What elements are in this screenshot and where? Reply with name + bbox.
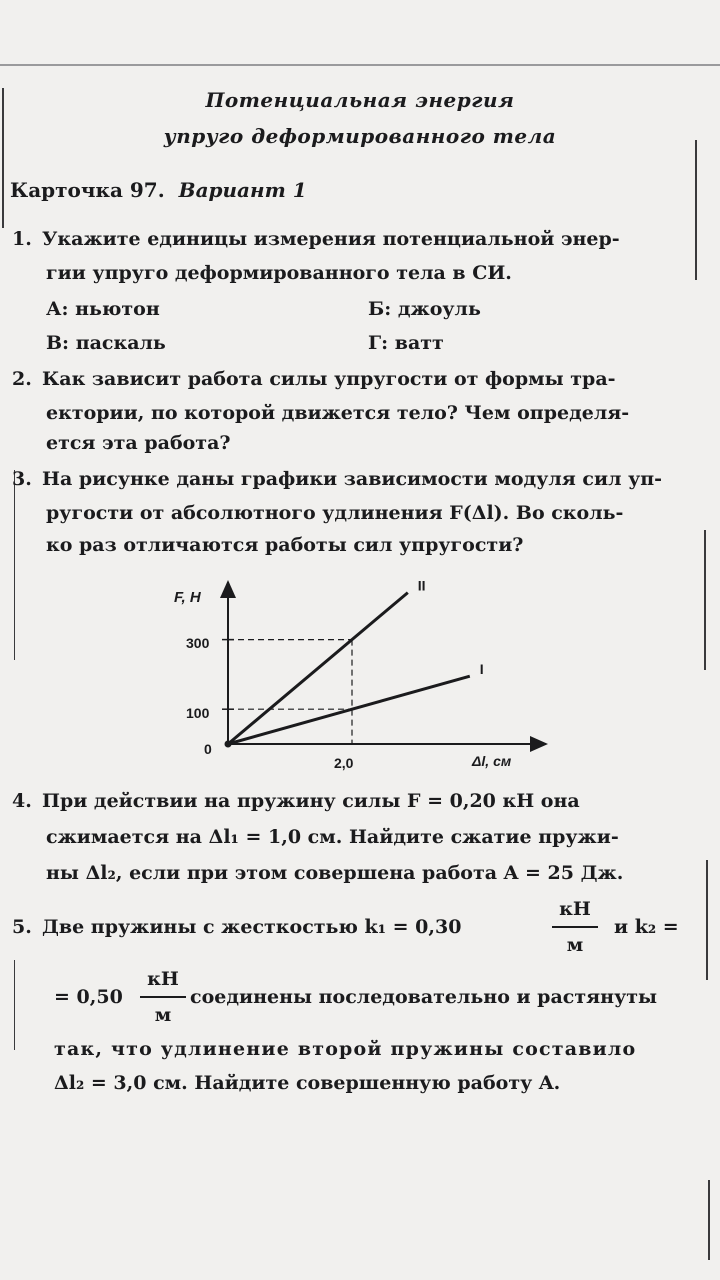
q5-line3: так, что удлинение второй пружины составило	[54, 1038, 637, 1060]
q3-number: 3.	[12, 468, 32, 490]
title-line-1: Потенциальная энергия	[205, 88, 515, 112]
q1-text-1: Укажите единицы измерения потенциальной энер-	[42, 228, 620, 250]
q1-line1	[12, 228, 620, 250]
card-variant: Вариант 1	[178, 178, 307, 202]
series-label-I: I	[479, 661, 484, 678]
q3-line2: ругости от абсолютного удлинения F(Δl). Во сколь-	[46, 502, 624, 524]
q3-line3: ко раз отличаются работы сил упругости?	[46, 534, 524, 556]
q1-option-a: А: ньютон	[46, 298, 160, 320]
q5-line4: Δl₂ = 3,0 см. Найдите совершенную работу A.	[54, 1072, 561, 1094]
top-rule	[0, 64, 720, 66]
q5-text-4: соединены последовательно и растянуты	[190, 986, 658, 1008]
title-line-2: упруго деформированного тела	[163, 124, 557, 148]
q1-number: 1.	[12, 228, 32, 250]
q5-frac2-bar	[140, 996, 186, 998]
q1-option-g: Г: ватт	[368, 332, 444, 354]
right-page-edge-4	[708, 1180, 710, 1260]
q5-line1	[12, 916, 461, 938]
q2-line1	[12, 368, 616, 390]
q5-frac2-num: кН	[147, 968, 179, 990]
q4-line1	[12, 790, 580, 812]
series-label-II: II	[417, 577, 426, 594]
x-axis-label: Δl, см	[472, 753, 512, 769]
left-margin-line-2	[14, 960, 15, 1050]
q3-line1	[12, 468, 662, 490]
q4-line3: ны Δl₂, если при этом совершена работа A = 25 Дж.	[46, 862, 624, 884]
y-tick-0: 0	[204, 741, 212, 757]
right-page-edge-3	[706, 860, 708, 980]
force-extension-chart	[0, 570, 720, 790]
series-line-I	[228, 676, 470, 744]
q1-option-v: В: паскаль	[46, 332, 166, 354]
q5-frac1-num: кН	[559, 898, 591, 920]
y-axis-label: F, Н	[174, 589, 201, 606]
q5-frac1-den: м	[566, 934, 584, 956]
y-tick-300: 300	[186, 635, 210, 651]
q5-text-1: Две пружины с жесткостью k₁ = 0,30	[42, 916, 462, 938]
q5-frac1-bar	[552, 926, 598, 928]
q5-text-2: и k₂ =	[614, 916, 679, 938]
card-heading	[10, 178, 307, 202]
q5-text-3: = 0,50	[54, 986, 123, 1008]
x-tick-2-0: 2,0	[334, 755, 354, 771]
card-label: Карточка 97.	[10, 178, 165, 202]
right-page-edge	[695, 140, 697, 280]
series-line-II	[228, 593, 408, 744]
q5-number: 5.	[12, 916, 32, 938]
q2-line2: ектории, по которой движется тело? Чем определя-	[46, 402, 630, 424]
q4-line2: сжимается на Δl₁ = 1,0 см. Найдите сжатие пружи-	[46, 826, 619, 848]
q2-text-1: Как зависит работа силы упругости от формы тра-	[42, 368, 616, 390]
q4-text-1: При действии на пружину силы F = 0,20 кН она	[42, 790, 580, 812]
q2-number: 2.	[12, 368, 32, 390]
q3-text-1: На рисунке даны графики зависимости модуля сил уп-	[42, 468, 663, 490]
q1-option-b: Б: джоуль	[368, 298, 481, 320]
q2-line3: ется эта работа?	[46, 432, 231, 454]
y-tick-100: 100	[186, 705, 210, 721]
origin-point	[225, 741, 232, 748]
q5-frac2-den: м	[154, 1004, 172, 1026]
q4-number: 4.	[12, 790, 32, 812]
q1-line2: гии упруго деформированного тела в СИ.	[46, 262, 512, 284]
